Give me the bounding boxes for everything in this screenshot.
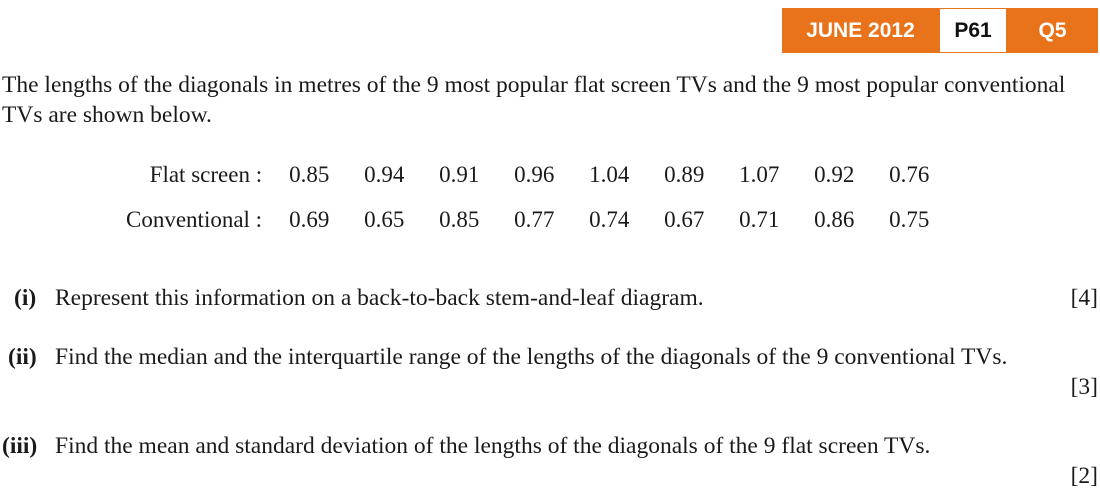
table-cell: 0.91 [439, 161, 480, 187]
question-part-marks: [4] [1070, 285, 1098, 311]
table-cell: 0.85 [439, 206, 480, 232]
table-cell: 0.92 [814, 161, 855, 187]
question-part-ii [8, 342, 1098, 400]
question-part-number: (ii) [8, 344, 37, 370]
table-cell: 1.07 [739, 161, 780, 187]
tv-diagonals-table [126, 152, 964, 242]
table-cell: 0.75 [889, 206, 930, 232]
table-cell: 0.76 [889, 161, 930, 187]
table-cell: 0.89 [664, 161, 705, 187]
table-row-flat-screen [126, 152, 964, 197]
table-cell: 0.69 [289, 206, 330, 232]
intro-paragraph: The lengths of the diagonals in metres of the 9 most popular flat screen TVs and the 9 most popular conventional TVs are shown below. [2, 72, 1066, 128]
question-part-number: (i) [14, 285, 37, 311]
table-cell: 0.85 [289, 161, 330, 187]
paper-code-label: P61 [939, 8, 1007, 53]
table-cell: 0.74 [589, 206, 630, 232]
question-part-text: Find the mean and standard deviation of the lengths of the diagonals of the 9 flat screen TVs. [55, 433, 931, 459]
exam-session-label: JUNE 2012 [806, 18, 915, 42]
question-part-marks: [3] [1070, 374, 1098, 400]
question-part-number: (iii) [2, 433, 38, 459]
table-cell: 1.04 [589, 161, 630, 187]
table-cell: 0.65 [364, 206, 405, 232]
table-cell: 0.71 [739, 206, 780, 232]
row-label: Flat screen : [149, 161, 263, 187]
row-label: Conventional : [126, 206, 263, 232]
table-cell: 0.77 [514, 206, 555, 232]
question-part-iii [2, 431, 1098, 489]
question-part-text: Represent this information on a back-to-back stem-and-leaf diagram. [55, 285, 704, 311]
question-part-i [8, 283, 1098, 313]
table-row-conventional [126, 197, 964, 242]
question-number-label: Q5 [1038, 18, 1067, 42]
table-cell: 0.86 [814, 206, 855, 232]
table-cell: 0.67 [664, 206, 705, 232]
question-part-text: Find the median and the interquartile range of the lengths of the diagonals of the 9 conventional TVs. [55, 344, 1008, 370]
question-part-marks: [2] [1070, 463, 1098, 489]
table-cell: 0.94 [364, 161, 405, 187]
question-reference-badge [782, 8, 1098, 53]
table-cell: 0.96 [514, 161, 555, 187]
